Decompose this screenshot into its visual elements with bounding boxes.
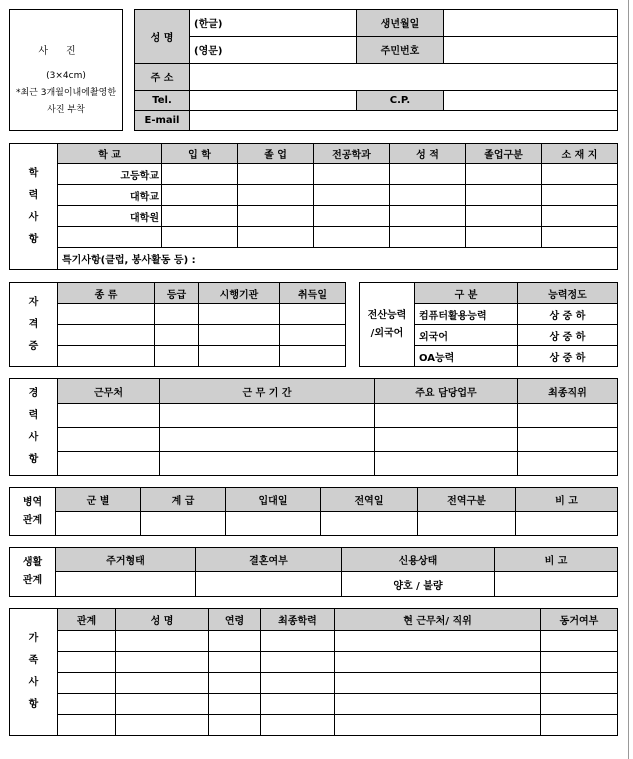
edu-cell[interactable] xyxy=(466,206,542,227)
career-cell[interactable] xyxy=(58,428,160,452)
skill-level[interactable]: 상 중 하 xyxy=(518,346,618,367)
license-header: 시행기관 xyxy=(199,283,280,304)
skill-name: OA능력 xyxy=(415,346,518,367)
life-header: 신용상태 xyxy=(342,548,495,572)
edu-cell[interactable] xyxy=(238,164,314,185)
skill-name: 컴퓨터활용능력 xyxy=(415,304,518,325)
housing-cell[interactable] xyxy=(56,572,196,597)
license-cell[interactable] xyxy=(155,346,199,367)
name-en-field[interactable]: (영문) xyxy=(190,36,357,63)
career-cell[interactable] xyxy=(160,428,375,452)
military-header: 입대일 xyxy=(226,488,321,512)
family-header: 관계 xyxy=(58,609,116,631)
edu-cell[interactable] xyxy=(542,206,618,227)
cp-field[interactable] xyxy=(444,90,618,110)
career-cell[interactable] xyxy=(58,404,160,428)
edu-header: 학 교 xyxy=(58,144,162,164)
family-cell[interactable] xyxy=(541,715,618,736)
family-cell[interactable] xyxy=(541,631,618,652)
edu-cell[interactable] xyxy=(162,206,238,227)
id-label: 주민번호 xyxy=(357,36,444,63)
skill-name: 외국어 xyxy=(415,325,518,346)
family-cell[interactable] xyxy=(541,673,618,694)
edu-cell[interactable] xyxy=(390,164,466,185)
skills-header: 능력정도 xyxy=(518,283,618,304)
family-header: 최종학력 xyxy=(261,609,335,631)
tel-field[interactable] xyxy=(190,90,357,110)
edu-cell[interactable] xyxy=(542,185,618,206)
license-cell[interactable] xyxy=(280,325,346,346)
career-table xyxy=(9,378,618,476)
edu-cell[interactable] xyxy=(314,206,390,227)
family-cell[interactable] xyxy=(335,652,541,673)
military-cell[interactable] xyxy=(418,512,516,536)
birth-field[interactable] xyxy=(444,10,618,37)
license-cell[interactable] xyxy=(58,346,155,367)
edu-cell[interactable] xyxy=(542,164,618,185)
family-cell[interactable] xyxy=(261,694,335,715)
military-header: 전역구분 xyxy=(418,488,516,512)
career-header: 근무처 xyxy=(58,379,160,404)
family-cell[interactable] xyxy=(209,652,261,673)
photo-note-2: 사진 부착 xyxy=(47,105,85,115)
career-header: 근 무 기 간 xyxy=(160,379,375,404)
military-cell[interactable] xyxy=(516,512,618,536)
family-cell[interactable] xyxy=(541,694,618,715)
family-cell[interactable] xyxy=(58,715,116,736)
military-cell[interactable] xyxy=(226,512,321,536)
marriage-cell[interactable] xyxy=(196,572,342,597)
edu-special-note[interactable]: 특기사항(클럽, 봉사활동 등) : xyxy=(58,248,618,270)
edu-cell[interactable] xyxy=(314,185,390,206)
military-cell[interactable] xyxy=(56,512,141,536)
edu-school-label[interactable] xyxy=(58,227,162,248)
license-cell[interactable] xyxy=(199,304,280,325)
license-header: 등급 xyxy=(155,283,199,304)
career-cell[interactable] xyxy=(160,404,375,428)
name-kr-field[interactable]: (한글) xyxy=(190,10,357,37)
edu-cell[interactable] xyxy=(314,227,390,248)
family-cell[interactable] xyxy=(116,652,209,673)
family-cell[interactable] xyxy=(58,652,116,673)
family-cell[interactable] xyxy=(209,715,261,736)
edu-cell[interactable] xyxy=(466,185,542,206)
career-cell[interactable] xyxy=(518,404,618,428)
edu-cell[interactable] xyxy=(238,227,314,248)
career-header: 최종직위 xyxy=(518,379,618,404)
military-header: 전역일 xyxy=(321,488,418,512)
edu-cell[interactable] xyxy=(238,185,314,206)
license-cell[interactable] xyxy=(199,346,280,367)
family-cell[interactable] xyxy=(209,694,261,715)
family-cell[interactable] xyxy=(116,673,209,694)
family-cell[interactable] xyxy=(116,631,209,652)
family-cell[interactable] xyxy=(209,673,261,694)
edu-cell[interactable] xyxy=(162,227,238,248)
life-header: 주거형태 xyxy=(56,548,196,572)
edu-cell[interactable] xyxy=(466,227,542,248)
family-cell[interactable] xyxy=(335,631,541,652)
license-cell[interactable] xyxy=(280,304,346,325)
family-cell[interactable] xyxy=(541,652,618,673)
career-cell[interactable] xyxy=(518,452,618,476)
edu-cell[interactable] xyxy=(390,227,466,248)
edu-school-label: 대학교 xyxy=(58,185,162,206)
family-cell[interactable] xyxy=(209,631,261,652)
family-cell[interactable] xyxy=(58,631,116,652)
career-cell[interactable] xyxy=(375,428,518,452)
page-margin-line xyxy=(628,0,629,759)
family-cell[interactable] xyxy=(58,694,116,715)
id-field[interactable] xyxy=(444,36,618,63)
career-cell[interactable] xyxy=(518,428,618,452)
edu-cell[interactable] xyxy=(162,164,238,185)
photo-box[interactable] xyxy=(9,9,123,131)
license-table xyxy=(9,282,346,367)
edu-header: 성 적 xyxy=(390,144,466,164)
family-cell[interactable] xyxy=(58,673,116,694)
license-header: 취득일 xyxy=(280,283,346,304)
family-cell[interactable] xyxy=(116,715,209,736)
skills-table xyxy=(359,282,618,367)
family-header: 성 명 xyxy=(116,609,209,631)
education-table xyxy=(9,143,618,270)
edu-header: 소 재 지 xyxy=(542,144,618,164)
photo-title: 사진 xyxy=(38,46,94,57)
birth-label: 생년월일 xyxy=(357,10,444,37)
cp-label: C.P. xyxy=(357,90,444,110)
license-section-label: 자 격 증 xyxy=(10,283,58,367)
edu-header: 졸업구분 xyxy=(466,144,542,164)
family-header: 동거여부 xyxy=(541,609,618,631)
career-section-label: 경 력 사 항 xyxy=(10,379,58,476)
family-cell[interactable] xyxy=(335,715,541,736)
tel-label: Tel. xyxy=(135,90,190,110)
military-header: 계 급 xyxy=(141,488,226,512)
skills-section-label: 전산능력 /외국어 xyxy=(360,283,415,367)
family-cell[interactable] xyxy=(261,715,335,736)
email-field[interactable] xyxy=(190,110,618,130)
edu-cell[interactable] xyxy=(390,206,466,227)
military-section-label: 병역 관계 xyxy=(10,488,56,536)
edu-cell[interactable] xyxy=(466,164,542,185)
family-section-label: 가 족 사 항 xyxy=(10,609,58,736)
family-header: 현 근무처/ 직위 xyxy=(335,609,541,631)
personal-info-table xyxy=(134,9,618,131)
military-header: 군 별 xyxy=(56,488,141,512)
skills-header: 구 분 xyxy=(415,283,518,304)
license-cell[interactable] xyxy=(155,325,199,346)
license-cell[interactable] xyxy=(58,304,155,325)
address-field[interactable] xyxy=(190,63,618,90)
career-cell[interactable] xyxy=(58,452,160,476)
family-cell[interactable] xyxy=(116,694,209,715)
license-header: 종 류 xyxy=(58,283,155,304)
edu-school-label: 대학원 xyxy=(58,206,162,227)
career-cell[interactable] xyxy=(375,404,518,428)
license-cell[interactable] xyxy=(155,304,199,325)
edu-header: 졸 업 xyxy=(238,144,314,164)
edu-cell[interactable] xyxy=(162,185,238,206)
family-cell[interactable] xyxy=(261,631,335,652)
address-label: 주 소 xyxy=(135,63,190,90)
family-table xyxy=(9,608,618,736)
military-cell[interactable] xyxy=(321,512,418,536)
military-table xyxy=(9,487,618,536)
skill-level[interactable]: 상 중 하 xyxy=(518,304,618,325)
life-section-label: 생활 관계 xyxy=(10,548,56,597)
email-label: E-mail xyxy=(135,110,190,130)
family-cell[interactable] xyxy=(261,652,335,673)
career-header: 주요 담당업무 xyxy=(375,379,518,404)
career-cell[interactable] xyxy=(160,452,375,476)
edu-school-label: 고등학교 xyxy=(58,164,162,185)
family-cell[interactable] xyxy=(261,673,335,694)
name-label: 성 명 xyxy=(135,10,190,64)
life-header: 결혼여부 xyxy=(196,548,342,572)
life-note-cell[interactable] xyxy=(495,572,618,597)
military-cell[interactable] xyxy=(141,512,226,536)
education-section-label: 학 력 사 항 xyxy=(10,144,58,270)
edu-cell[interactable] xyxy=(542,227,618,248)
life-header: 비 고 xyxy=(495,548,618,572)
edu-header: 입 학 xyxy=(162,144,238,164)
photo-note-1: *최근 3개월이내에촬영한 xyxy=(15,88,117,98)
edu-header: 전공학과 xyxy=(314,144,390,164)
license-cell[interactable] xyxy=(199,325,280,346)
edu-cell[interactable] xyxy=(314,164,390,185)
family-cell[interactable] xyxy=(335,673,541,694)
license-cell[interactable] xyxy=(280,346,346,367)
edu-cell[interactable] xyxy=(390,185,466,206)
skill-level[interactable]: 상 중 하 xyxy=(518,325,618,346)
military-header: 비 고 xyxy=(516,488,618,512)
career-cell[interactable] xyxy=(375,452,518,476)
edu-cell[interactable] xyxy=(238,206,314,227)
life-table xyxy=(9,547,618,597)
family-cell[interactable] xyxy=(335,694,541,715)
family-header: 연령 xyxy=(209,609,261,631)
photo-size: (3×4cm) xyxy=(46,71,86,81)
license-cell[interactable] xyxy=(58,325,155,346)
credit-cell[interactable]: 양호 / 불량 xyxy=(342,572,495,597)
